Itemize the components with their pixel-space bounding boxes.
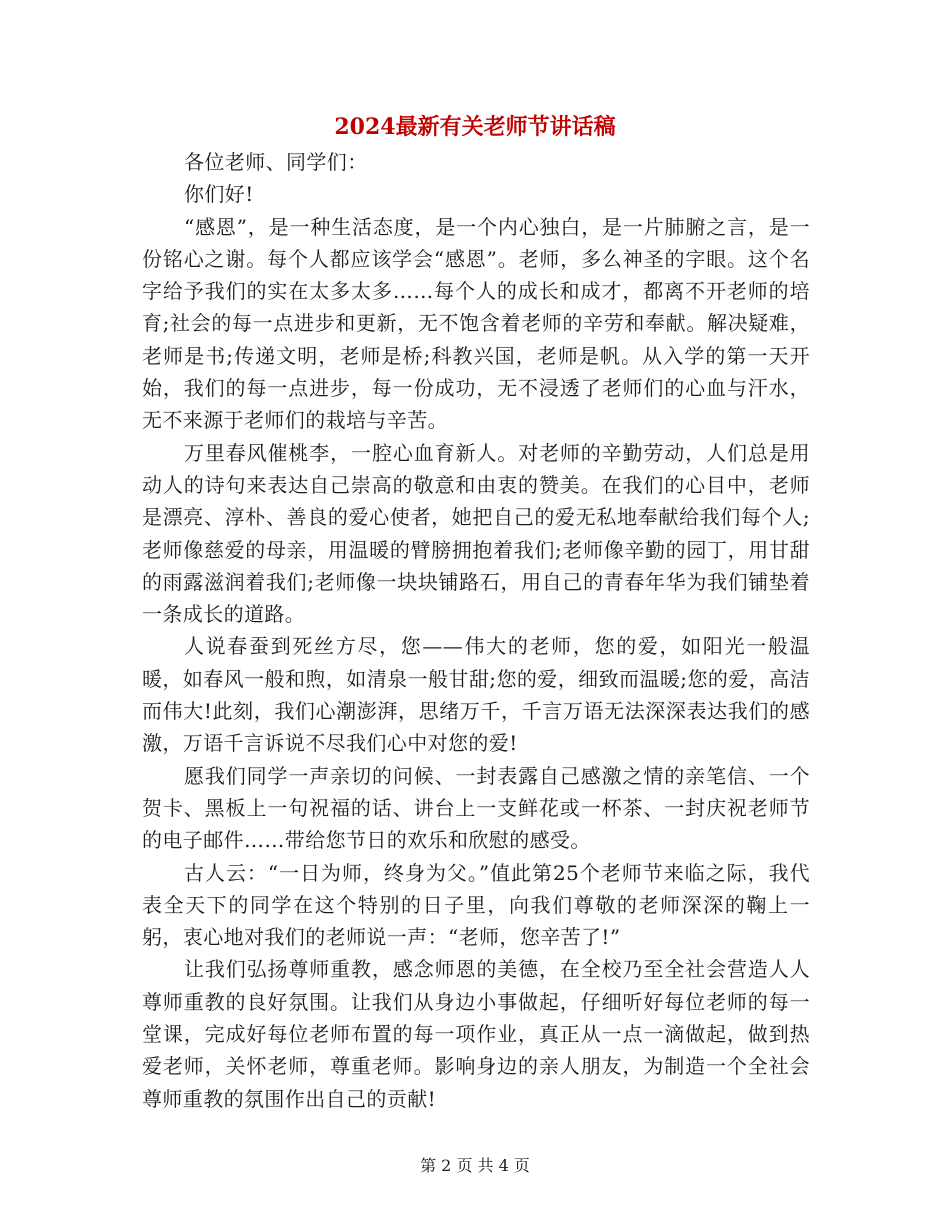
paragraph: 人说春蚕到死丝方尽，您——伟大的老师，您的爱，如阳光一般温暖，如春风一般和煦，如清泉一般甘甜;您的爱，细致而温暖;您的爱，高洁而伟大!此刻，我们心潮澎湃，思绪万千，千言万语无法深深表达我们的感激，万语千言诉说不尽我们心中对您的爱! <box>142 634 810 756</box>
salutation: 各位老师、同学们： <box>184 150 368 174</box>
document-body <box>142 146 810 1115</box>
paragraph: 古人云：“一日为师，终身为父。”值此第25个老师节来临之际，我代表全天下的同学在这个特别的日子里，向我们尊敬的老师深深的鞠上一躬，衷心地对我们的老师说一声：“老师，您辛苦了!” <box>142 860 810 950</box>
paragraph: 愿我们同学一声亲切的问候、一封表露自己感激之情的亲笔信、一个贺卡、黑板上一句祝福的话、讲台上一支鲜花或一杯茶、一封庆祝老师节的电子邮件……带给您节日的欢乐和欣慰的感受。 <box>142 763 810 853</box>
paragraph: “感恩”，是一种生活态度，是一个内心独白，是一片肺腑之言，是一份铭心之谢。每个人都应该学会“感恩”。老师，多么神圣的字眼。这个名字给予我们的实在太多太多……每个人的成长和成才，都离不开老师的培育;社会的每一点进步和更新，无不饱含着老师的辛劳和奉献。解决疑难，老师是书;传递文明，老师是桥;科教兴国，老师是帆。从入学的第一天开始，我们的每一点进步，每一份成功，无不浸透了老师们的心血与汗水，无不来源于老师们的栽培与辛苦。 <box>142 214 810 433</box>
document-title: 2024最新有关老师节讲话稿 <box>334 114 616 140</box>
paragraph: 万里春风催桃李，一腔心血育新人。对老师的辛勤劳动，人们总是用动人的诗句来表达自己崇高的敬意和由衷的赞美。在我们的心目中，老师是漂亮、淳朴、善良的爱心使者，她把自己的爱无私地奉献给我们每个人;老师像慈爱的母亲，用温暖的臂膀拥抱着我们;老师像辛勤的园丁，用甘甜的雨露滋润着我们;老师像一块块铺路石，用自己的青春年华为我们铺垫着一条成长的道路。 <box>142 440 810 627</box>
paragraph: 让我们弘扬尊师重教，感念师恩的美德，在全校乃至全社会营造人人尊师重教的良好氛围。让我们从身边小事做起，仔细听好每位老师的每一堂课，完成好每位老师布置的每一项作业，真正从一点一滴做起，做到热爱老师，关怀老师，尊重老师。影响身边的亲人朋友，为制造一个全社会尊师重教的氛围作出自己的贡献! <box>142 957 810 1111</box>
page-number-footer: 第 2 页 共 4 页 <box>420 1156 530 1175</box>
greeting: 你们好! <box>184 182 254 207</box>
